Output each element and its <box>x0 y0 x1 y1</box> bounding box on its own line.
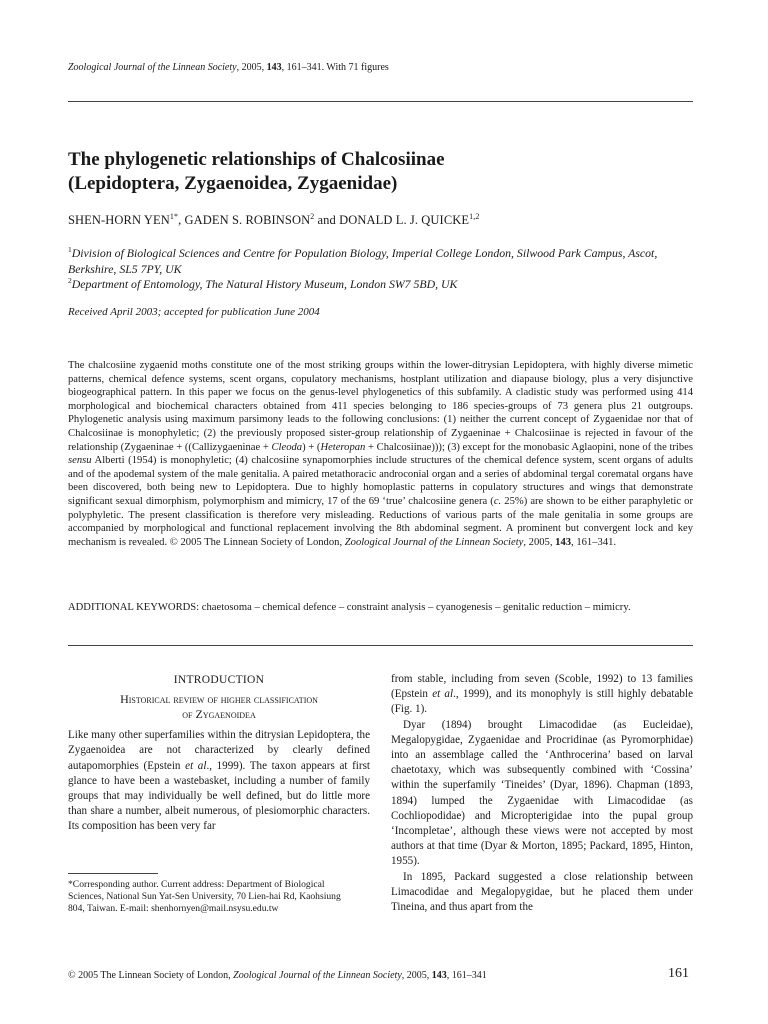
author-2-affiliation: 2 <box>310 211 315 221</box>
paragraph-text: Like many other superfamilies within the ditrysian Lepidoptera, the Zygaenoidea are not characterized by clearly defined autapomorphies (Epstein <box>68 729 370 772</box>
footer-copyright: © 2005 The Linnean Society of London, <box>68 970 234 981</box>
journal-year: , 2005, <box>236 62 267 73</box>
abstract-text-5: 25%) are shown to be either paraphyletic or polyphyletic. The present classification is therefore very misleading. Reductions of various parts of the male genitalia in some groups are accompanied by morphological and functional replacement involving the 8th abdominal segment. A prominent but convergent lock and key mechanism is revealed. © 2005 The Linnean Society of London, <box>68 495 693 548</box>
keywords-text: chaetosoma – chemical defence – constraint analysis – cyanogenesis – genitalic reduction – mimicry. <box>199 602 631 613</box>
abstract-circa: c. <box>493 495 502 507</box>
abstract-paragraph <box>68 359 693 549</box>
affiliation-1-text: Division of Biological Sciences and Centre for Population Biology, Imperial College London, Silwood Park Campus, Ascot, Berkshire, SL5 7PY, UK <box>68 246 658 276</box>
author-3: and DONALD L. J. QUICKE <box>314 213 470 227</box>
corresponding-author-footnote: *Corresponding author. Current address: Department of Biological Sciences, National Sun Yat-Sen University, 70 Lien-hai Rd, Kaohsiung 804, Taiwan. E-mail: shenhornyen@mail.nsysu.edu.tw <box>68 879 341 914</box>
abstract-text-7: , 161–341. <box>571 536 617 548</box>
affiliation-2-text: Department of Entomology, The Natural History Museum, London SW7 5BD, UK <box>71 277 458 291</box>
affiliation-1 <box>68 245 693 277</box>
title-line-1: The phylogenetic relationships of Chalcosiinae <box>68 149 445 170</box>
keywords-label: ADDITIONAL KEYWORDS: <box>68 602 200 613</box>
journal-header <box>68 62 389 73</box>
paragraph-text: ., 1999). The taxon appears at first glance to have been a wastebasket, including a number of family groups that may individually be well defined, but do little more than share a number, albeit numerous, of plesiomorphic characters. Its composition has been very far <box>68 759 370 833</box>
affiliation-1-marker: 1 <box>68 245 72 255</box>
author-1-affiliation: 1* <box>169 211 179 221</box>
affiliation-2 <box>68 276 693 292</box>
abstract-journal: Zoological Journal of the Linnean Society <box>344 536 524 548</box>
et-al: et al <box>185 759 207 772</box>
footnote-divider <box>68 873 158 874</box>
footer-volume: 143 <box>431 970 447 981</box>
abstract-volume: 143 <box>555 536 572 548</box>
section-heading: INTRODUCTION <box>173 674 265 686</box>
author-1: SHEN-HORN YEN <box>68 213 170 227</box>
footer-pages: , 161–341 <box>446 970 487 981</box>
abstract-text-2: ) + ( <box>302 441 321 453</box>
author-2: , GADEN S. ROBINSON <box>178 213 311 227</box>
keywords <box>68 601 693 615</box>
author-list <box>68 213 479 228</box>
abstract-text-6: , 2005, <box>523 536 556 548</box>
journal-name: Zoological Journal of the Linnean Society <box>68 62 237 73</box>
subsection-heading-line-2: of Zygaenoidea <box>182 707 256 722</box>
abstract-text-1: The chalcosiine zygaenid moths constitute one of the most striking groups within the lower-ditrysian Lepidoptera, with highly diverse mimetic patterns, chemical defence systems, scent organs, copulatory mechanisms, hostplant utilization and diapause biology, plus a very disjunctive biogeographical pattern. In this paper we focus on the genus-level phylogenetics of this subfamily. A cladistic study was performed using 414 morphological and biochemical characters obtained from 411 species belonging to 186 species-groups of 73 genera plus 21 outgroups. Phylogenetic analysis using maximum parsimony leads to the following conclusions: (1) neither the current concept of Zygaenidae nor that of Chalcosiinae is monophyletic; (2) the previously proposed sister-group relationship of Zygaeninae + Chalcosiinae is rejected in favour of the relationship (Zygaeninae + ((Callizygaeninae + <box>68 360 693 453</box>
abstract-text-4: Alberti (1954) is monophyletic; (4) chalcosiine synapomorphies include structures of the chemical defence system, scent organs of adults and of the apodemal system of the male genitalia. A paired metathoracic androconial organ and a series of abdominal tergal corematal organs have been discovered, both being new to Lepidoptera. Due to highly homoplastic patterns in copulatory structures and wings that demonstrate significant sexual dimorphism, polymorphism and mimicry, 17 of the 69 ‘true’ chalcosiine genera ( <box>68 455 693 507</box>
footer-journal: Zoological Journal of the Linnean Society <box>233 970 402 981</box>
paragraph <box>68 728 370 834</box>
abstract-sensu: sensu <box>68 455 92 467</box>
title-line-2: (Lepidoptera, Zygaenoidea, Zygaenidae) <box>68 173 398 194</box>
author-3-affiliation: 1,2 <box>469 211 480 221</box>
journal-volume: 143 <box>266 62 282 73</box>
affiliation-2-marker: 2 <box>68 276 72 286</box>
abstract-text-3: + Chalcosiinae))); (3) except for the monobasic Aglaopini, none of the tribes <box>365 441 693 453</box>
left-column <box>68 673 370 835</box>
paragraph-text: from stable, including from seven (Scoble, 1992) to 13 families (Epstein <box>391 673 693 701</box>
page-number: 161 <box>668 966 689 981</box>
abstract <box>68 359 693 549</box>
right-column <box>391 672 693 915</box>
et-al: et al <box>432 688 454 701</box>
journal-pages: , 161–341. With 71 figures <box>281 62 389 73</box>
article-title <box>68 148 688 196</box>
footer-year: , 2005, <box>401 970 432 981</box>
subsection-heading-line-1: Historical review of higher classification <box>120 692 318 707</box>
header-divider <box>68 101 693 102</box>
subsection-heading <box>68 692 370 722</box>
page-footer <box>68 970 487 981</box>
abstract-divider <box>68 645 693 646</box>
abstract-taxon-heteropan: Heteropan <box>320 441 366 453</box>
received-date: Received April 2003; accepted for publication June 2004 <box>68 306 320 318</box>
paragraph: In 1895, Packard suggested a close relationship between Limacodidae and Megalopygidae, but he placed them under Tineina, and thus apart from the <box>391 870 693 914</box>
paragraph: Dyar (1894) brought Limacodidae (as Eucleidae), Megalopygidae, Zygaenidae and Procridinae (as Pyromorphidae) into an assemblage called the ‘Anthrocerina’ based on larval chaetotaxy, which was subsequently combined with ‘Cossina’ within the superfamily ‘Tineides’ (Dyar, 1896). Chapman (1893, 1894) lumped the Zygaenidae with Limacodidae (as Cochliopodidae) and Micropterigidae into the pupal group ‘Incompletae’, although these views were not accepted by most authors at that time (Dyar & Morton, 1895; Packard, 1895, Hinton, 1955). <box>391 718 693 868</box>
paragraph-text: ., 1999), and its monophyly is still highly debatable (Fig. 1). <box>391 688 693 716</box>
paragraph <box>391 672 693 718</box>
abstract-taxon-cleoda: Cleoda <box>271 441 303 453</box>
